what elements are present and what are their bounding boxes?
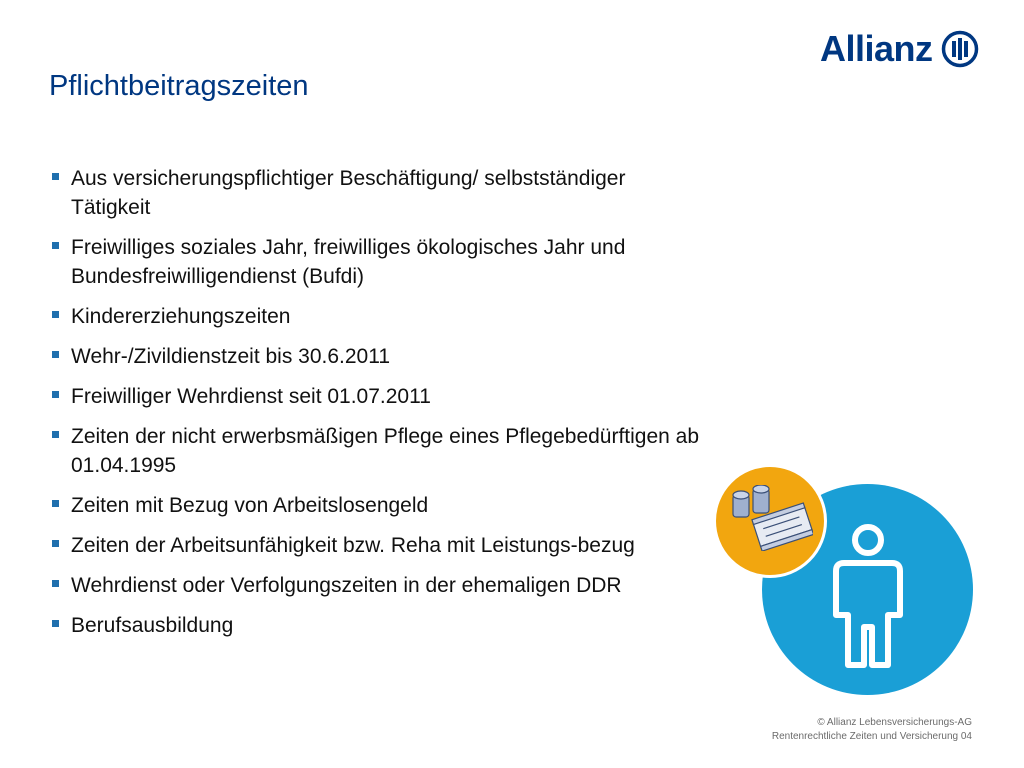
list-item-text: Wehrdienst oder Verfolgungszeiten in der ehemaligen DDR xyxy=(71,574,622,597)
allianz-logo-icon xyxy=(941,30,979,68)
footer xyxy=(772,716,972,744)
list-item xyxy=(50,342,710,371)
list-item-text: Kindererziehungszeiten xyxy=(71,305,291,328)
bullet-square-icon xyxy=(52,580,59,587)
list-item xyxy=(50,382,710,411)
person-icon xyxy=(830,523,906,671)
list-item xyxy=(50,422,710,480)
list-item-text: Wehr-/Zivildienstzeit bis 30.6.2011 xyxy=(71,345,391,368)
list-item-text: Zeiten mit Bezug von Arbeitslosengeld xyxy=(71,494,429,517)
list-item-text: Aus versicherungspflichtiger Beschäftigung/ selbstständiger Tätigkeit xyxy=(71,167,626,219)
bullet-square-icon xyxy=(52,391,59,398)
money-icon xyxy=(727,485,813,551)
list-item xyxy=(50,302,710,331)
list-item-text: Zeiten der nicht erwerbsmäßigen Pflege eines Pflegebedürftigen ab 01.04.1995 xyxy=(71,425,700,477)
bullet-square-icon xyxy=(52,242,59,249)
allianz-logo xyxy=(820,28,979,70)
list-item xyxy=(50,531,710,560)
footer-subtitle: Rentenrechtliche Zeiten und Versicherung 04 xyxy=(771,731,972,742)
list-item xyxy=(50,233,710,291)
logo-text: Allianz xyxy=(820,28,933,69)
list-item xyxy=(50,571,710,600)
list-item-text: Freiwilliger Wehrdienst seit 01.07.2011 xyxy=(71,385,431,408)
list-item xyxy=(50,491,710,520)
list-item-text: Freiwilliges soziales Jahr, freiwilliges ökologisches Jahr und Bundesfreiwilligendienst (Bufdi) xyxy=(71,236,626,288)
list-item-text: Berufsausbildung xyxy=(71,614,234,637)
bullet-square-icon xyxy=(52,311,59,318)
bullet-square-icon xyxy=(52,351,59,358)
bullet-square-icon xyxy=(52,500,59,507)
list-item xyxy=(50,164,710,222)
bullet-square-icon xyxy=(52,173,59,180)
page-title: Pflichtbeitragszeiten xyxy=(49,70,309,102)
list-item xyxy=(50,611,710,640)
bullet-list xyxy=(50,164,710,651)
bullet-square-icon xyxy=(52,431,59,438)
list-item-text: Zeiten der Arbeitsunfähigkeit bzw. Reha mit Leistungs-bezug xyxy=(71,534,635,557)
bullet-square-icon xyxy=(52,540,59,547)
footer-copyright: © Allianz Lebensversicherungs-AG xyxy=(817,717,972,728)
bullet-square-icon xyxy=(52,620,59,627)
